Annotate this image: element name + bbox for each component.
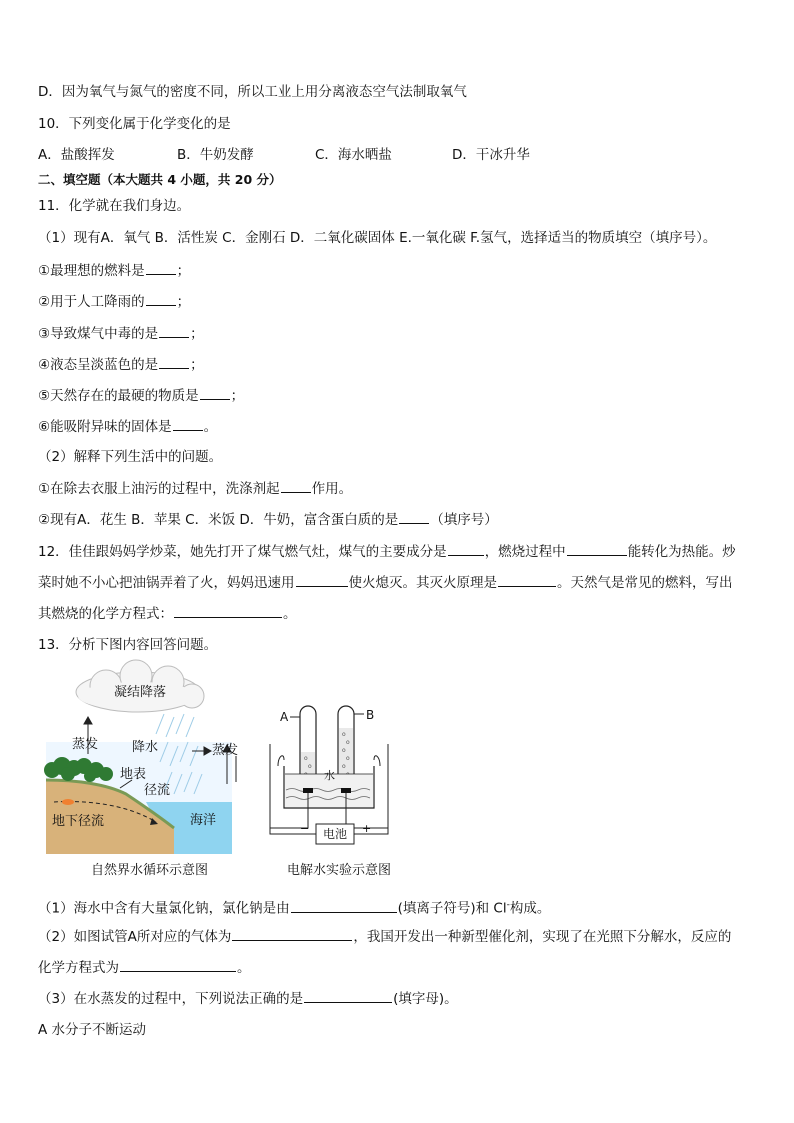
q13-1-a: （1）海水中含有大量氯化钠，氯化钠是由 <box>38 900 290 917</box>
q13-1-b: (填离子符号)和 Cl <box>397 900 507 917</box>
svg-text:o: o <box>342 747 346 754</box>
answer-blank[interactable] <box>448 542 484 556</box>
answer-blank[interactable] <box>174 604 282 618</box>
answer-blank[interactable] <box>232 927 352 941</box>
q13-option-a: A 水分子不断运动 <box>38 1022 147 1038</box>
answer-blank[interactable] <box>159 355 189 369</box>
svg-text:o: o <box>304 755 308 762</box>
q12-l1-a: 12．佳佳跟妈妈学炒菜，她先打开了煤气燃气灶，煤气的主要成分是 <box>38 544 447 560</box>
q11-item-b <box>38 292 190 311</box>
q13-3-b: (填字母)。 <box>393 991 458 1007</box>
q11-part2-a <box>38 479 352 498</box>
surface-label-2: 径流 <box>144 783 171 798</box>
q10-option-b: B．牛奶发酵 <box>177 147 254 163</box>
water-cycle-caption: 自然界水循环示意图 <box>91 863 209 878</box>
answer-blank[interactable] <box>173 417 203 431</box>
q11-part2-b-pre: ②现有A．花生 B．苹果 C．米饭 D．牛奶，富含蛋白质的是 <box>38 512 399 528</box>
q11-item-e <box>38 386 244 405</box>
water-label: 水 <box>324 769 335 782</box>
q11-part2-a-pre: ①在除去衣服上油污的过程中，洗涤剂起 <box>38 481 280 497</box>
semicolon: ； <box>190 326 204 342</box>
q13-2-b: ，我国开发出一种新型催化剂，实现了在光照下分解水，反应的 <box>353 929 732 945</box>
q10-option-d: D．干冰升华 <box>452 147 530 163</box>
water-cycle-figure <box>46 662 239 854</box>
q13-2l2-a: 化学方程式为 <box>38 960 119 976</box>
svg-text:o: o <box>342 731 346 738</box>
electrode-b <box>341 788 351 793</box>
q13-stem: 13．分析下图内容回答问题。 <box>38 637 218 653</box>
answer-blank[interactable] <box>146 292 176 306</box>
q11-item-e-text: ⑤天然存在的最硬的物质是 <box>38 388 199 404</box>
q11-stem: 11．化学就在我们身边。 <box>38 198 191 214</box>
answer-blank[interactable] <box>304 989 392 1003</box>
q12-l2-a: 菜时她不小心把油锅弄着了火，妈妈迅速用 <box>38 575 295 591</box>
answer-blank[interactable] <box>159 324 189 338</box>
electrolysis-caption: 电解水实验示意图 <box>287 863 392 878</box>
q12-line2 <box>38 573 733 592</box>
svg-text:o: o <box>308 763 312 770</box>
q10-option-c: C．海水晒盐 <box>315 147 392 163</box>
q13-part3 <box>38 989 458 1008</box>
q11-item-c-text: ③导致煤气中毒的是 <box>38 326 159 342</box>
q11-item-d <box>38 355 204 374</box>
electrolysis-diagram <box>270 700 400 854</box>
answer-blank[interactable] <box>399 510 429 524</box>
q13-1-c: 构成。 <box>509 900 551 917</box>
surface-label-1: 地表 <box>120 767 147 782</box>
electrolysis-figure <box>270 700 400 854</box>
q11-item-f <box>38 417 217 436</box>
rain-label: 降水 <box>132 740 159 755</box>
q12-l3-b: 。 <box>283 606 297 622</box>
answer-blank[interactable] <box>291 899 397 913</box>
q11-item-d-text: ④液态呈淡蓝色的是 <box>38 357 159 373</box>
semicolon: ； <box>230 388 245 404</box>
battery-label: 电池 <box>322 827 348 841</box>
plus-label: + <box>362 822 372 835</box>
q11-part2-b <box>38 510 498 529</box>
ocean-label: 海洋 <box>190 813 217 828</box>
tube-b-label: B <box>366 708 375 722</box>
tube-a-label: A <box>280 710 289 724</box>
evaporation-label-left: 蒸发 <box>72 737 99 752</box>
answer-blank[interactable] <box>567 542 627 556</box>
q13-2l2-b: 。 <box>237 960 251 976</box>
q12-l1-b: ，燃烧过程中 <box>484 544 566 560</box>
water-cycle-diagram <box>46 662 239 854</box>
q12-l2-b: 使火熄灭。其灭火原理是 <box>348 575 497 591</box>
svg-text:o: o <box>342 763 346 770</box>
q12-l1-c: 能转化为热能。炒 <box>627 544 736 560</box>
q13-part2-line2 <box>38 958 251 977</box>
semicolon: ； <box>190 357 204 373</box>
answer-blank[interactable] <box>200 386 230 400</box>
q10-option-a: A．盐酸挥发 <box>38 147 115 163</box>
q11-item-a <box>38 261 190 280</box>
q11-item-f-text: ⑥能吸附异味的固体是 <box>38 419 172 435</box>
semicolon: ； <box>176 294 191 310</box>
answer-blank[interactable] <box>281 479 311 493</box>
electrode-a <box>303 788 313 793</box>
q11-part2: （2）解释下列生活中的问题。 <box>38 449 223 465</box>
heat-icon <box>62 799 74 805</box>
underground-label: 地下径流 <box>52 814 105 829</box>
q11-part2-b-post: （填序号） <box>430 512 498 528</box>
q10-stem: 10．下列变化属于化学变化的是 <box>38 116 231 132</box>
q13-part2 <box>38 927 731 946</box>
q13-2-a: （2）如图试管A所对应的气体为 <box>38 929 232 945</box>
svg-text:o: o <box>346 739 350 746</box>
answer-blank[interactable] <box>146 261 176 275</box>
q11-item-b-text: ②用于人工降雨的 <box>38 294 145 310</box>
q13-part1 <box>38 896 550 918</box>
minus-label: − <box>300 822 310 835</box>
semicolon: ； <box>176 263 191 279</box>
q12-line3 <box>38 604 297 623</box>
q11-part2-a-post: 作用。 <box>311 481 353 497</box>
q12-line1 <box>38 542 736 561</box>
cloud-label: 凝结降落 <box>113 685 167 700</box>
answer-blank[interactable] <box>498 573 556 587</box>
q11-part1: （1）现有A．氧气 B．活性炭 C．金刚石 D．二氧化碳固体 E.一氧化碳 F.氢气，选择适当的物质填空（填序号）。 <box>38 230 717 246</box>
q11-item-c <box>38 324 204 343</box>
svg-text:o: o <box>346 755 350 762</box>
period: 。 <box>203 419 218 435</box>
q12-l2-c: 。天然气是常见的燃料，写出 <box>557 575 733 591</box>
section-heading: 二、填空题（本大题共 4 小题，共 20 分） <box>38 172 282 187</box>
q11-item-a-text: ①最理想的燃料是 <box>38 263 145 279</box>
q13-3-a: （3）在水蒸发的过程中，下列说法正确的是 <box>38 991 304 1007</box>
q10-options <box>38 146 738 164</box>
answer-blank[interactable] <box>296 573 348 587</box>
q9-option-d: D．因为氧气与氮气的密度不同，所以工业上用分离液态空气法制取氧气 <box>38 84 467 100</box>
q12-l3-a: 其燃烧的化学方程式： <box>38 606 173 622</box>
q13-1-sup: - <box>506 900 510 910</box>
evaporation-label-right: 蒸发 <box>212 743 239 758</box>
answer-blank[interactable] <box>120 958 236 972</box>
